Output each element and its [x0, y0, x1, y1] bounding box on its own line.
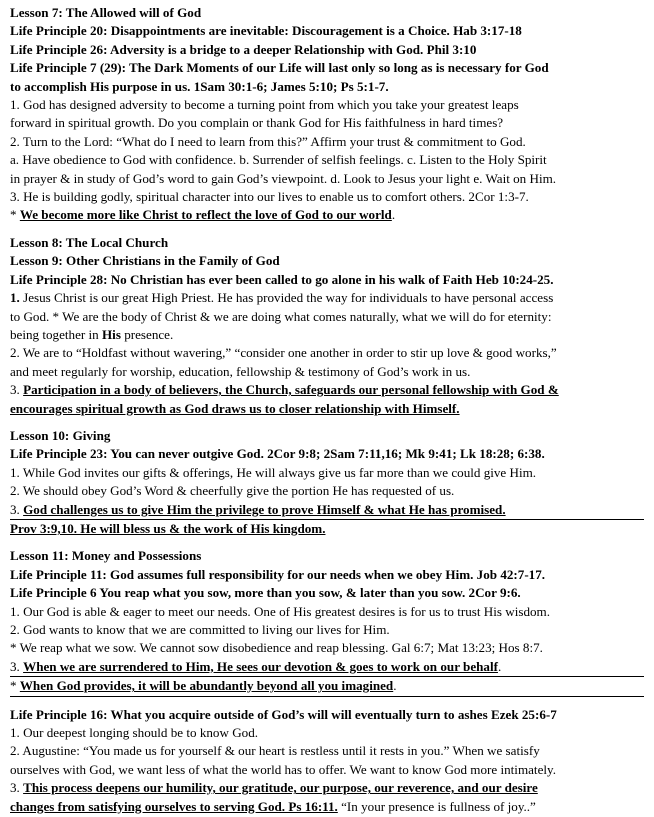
item-number: 3.: [10, 658, 24, 674]
star-prefix: *: [10, 678, 20, 694]
quote-tail: “In your presence is fullness of joy..”: [337, 798, 536, 814]
item-text: God challenges us to give Him the privilege to prove Himself & what He has promised.: [23, 501, 506, 517]
principle16-item1: 1. Our deepest longing should be to know God.: [10, 725, 259, 741]
principle16-item2-line1: 2. Augustine: “You made us for yourself & our heart is restless until it rests in you.” When we satisfy: [10, 743, 540, 759]
text-c: presence.: [120, 326, 174, 342]
lesson9-item1-line3: [10, 326, 644, 344]
lesson7-star-note: [10, 206, 644, 224]
lesson9-item2-line2: and meet regularly for worship, education, fellowship & testimony of God’s work in us.: [10, 363, 471, 379]
principle16-item3-line1: [10, 779, 644, 797]
lesson7-subitems-line2: in prayer & in study of God’s word to gain God’s viewpoint. d. Look to Jesus your light e. Wait on Him.: [10, 170, 557, 186]
lesson7-subitems-line1: a. Have obedience to God with confidence. b. Surrender of selfish feelings. c. Listen to the Holy Spirit: [10, 152, 547, 168]
life-principle-28: Life Principle 28: No Christian has ever been called to go alone in his walk of Faith Heb 10:24-25.: [10, 271, 554, 287]
lesson7-item2: 2. Turn to the Lord: “What do I need to learn from this?” Affirm your trust & commitment to God.: [10, 133, 526, 149]
item-number: 1.: [10, 290, 20, 306]
lesson9-item1-line1: [10, 289, 644, 307]
lesson9-item2-line1: 2. We are to “Holdfast without wavering,” “consider one another in order to stir up love & good works,”: [10, 345, 557, 361]
star-text: When God provides, it will be abundantly beyond all you imagined: [19, 678, 394, 694]
lesson10-item3-line1: [10, 501, 644, 520]
lesson7-item1-line2: forward in spiritual growth. Do you complain or thank God for His faithfulness in hard times?: [10, 115, 504, 131]
item-text: This process deepens our humility, our gratitude, our purpose, our reverence, and our desire: [23, 780, 538, 796]
item-text: changes from satisfying ourselves to serving God. Ps 16:11.: [10, 798, 338, 814]
item-number: 3.: [10, 501, 24, 517]
item-number: 3.: [10, 382, 24, 398]
star-prefix: *: [10, 207, 20, 223]
lesson7-title: Lesson 7: The Allowed will of God: [10, 5, 202, 20]
life-principle-26: Life Principle 26: Adversity is a bridge to a deeper Relationship with God. Phil 3:10: [10, 41, 477, 57]
lesson11-star1: * We reap what we sow. We cannot sow disobedience and reap blessing. Gal 6:7; Mat 13:23; Hos 8:7.: [10, 640, 543, 656]
lesson7-item3: 3. He is building godly, spiritual character into our lives to enable us to comfort others. 2Cor 1:3-7.: [10, 189, 529, 205]
lesson9-item3-line2: encourages spiritual growth as God draws us to closer relationship with Himself.: [10, 400, 460, 416]
text-his: His: [102, 326, 121, 342]
lesson9-item1-line2: to God. * We are the body of Christ & we are doing what comes naturally, what we will do for eternity:: [10, 308, 552, 324]
lesson11-title: Lesson 11: Money and Possessions: [10, 548, 202, 564]
life-principle-11: Life Principle 11: God assumes full responsibility for our needs when we obey Him. Job 42:7-17.: [10, 566, 546, 582]
lesson8-title: Lesson 8: The Local Church: [10, 234, 169, 250]
lesson10-title: Lesson 10: Giving: [10, 427, 111, 443]
life-principle-6: Life Principle 6 You reap what you sow, more than you sow, & later than you sow. 2Cor 9:6.: [10, 585, 521, 601]
star-end: .: [393, 678, 397, 694]
lesson9-item3-line1: [10, 381, 644, 399]
lesson10-item2: 2. We should obey God’s Word & cheerfully give the portion He has requested of us.: [10, 483, 455, 499]
item-text: When we are surrendered to Him, He sees our devotion & goes to work on our behalf: [23, 658, 498, 674]
lesson11-star2: [10, 677, 644, 696]
life-principle-7-line2: to accomplish His purpose in us. 1Sam 30:1-6; James 5:10; Ps 5:1-7.: [10, 78, 389, 94]
item-text: Participation in a body of believers, the Church, safeguards our personal fellowship with God &: [23, 382, 559, 398]
principle16-item2-line2: ourselves with God, we want less of what the world has to offer. We want to know God more intimately.: [10, 761, 556, 777]
star-end: .: [391, 207, 396, 223]
principle16-item3-line2: [10, 798, 644, 816]
lesson11-item1: 1. Our God is able & eager to meet our needs. One of His greatest desires is for us to trust His wisdom.: [10, 603, 551, 619]
lesson11-item3: [10, 658, 644, 677]
lesson10-item3-line2: Prov 3:9,10. He will bless us & the work of His kingdom.: [10, 520, 326, 536]
lesson11-item2: 2. God wants to know that we are committed to living our lives for Him.: [10, 622, 390, 637]
life-principle-7-line1: Life Principle 7 (29): The Dark Moments of our Life will last only so long as is necessary for God: [10, 60, 549, 76]
life-principle-20: Life Principle 20: Disappointments are inevitable: Discouragement is a Choice. Hab 3:17-18: [10, 23, 522, 39]
life-principle-16: Life Principle 16: What you acquire outside of God’s will will eventually turn to ashes Ezek 25:6-7: [10, 706, 557, 722]
item-text: Jesus Christ is our great High Priest. He has provided the way for individuals to have personal access: [19, 290, 554, 306]
life-principle-23: Life Principle 23: You can never outgive God. 2Cor 9:8; 2Sam 7:11,16; Mk 9:41; Lk 18:28; 6:38.: [10, 446, 545, 462]
lesson9-title: Lesson 9: Other Christians in the Family of God: [10, 253, 280, 269]
lesson10-item1: 1. While God invites our gifts & offerings, He will always give us far more than we could give Him.: [10, 464, 537, 480]
lesson7-item1-line1: 1. God has designed adversity to become a turning point from which you take your greatest leaps: [10, 97, 519, 113]
text-a: being together in: [10, 326, 102, 342]
item-end: .: [497, 658, 502, 674]
item-number: 3.: [10, 780, 24, 796]
star-text: We become more like Christ to reflect the love of God to our world: [19, 207, 392, 223]
